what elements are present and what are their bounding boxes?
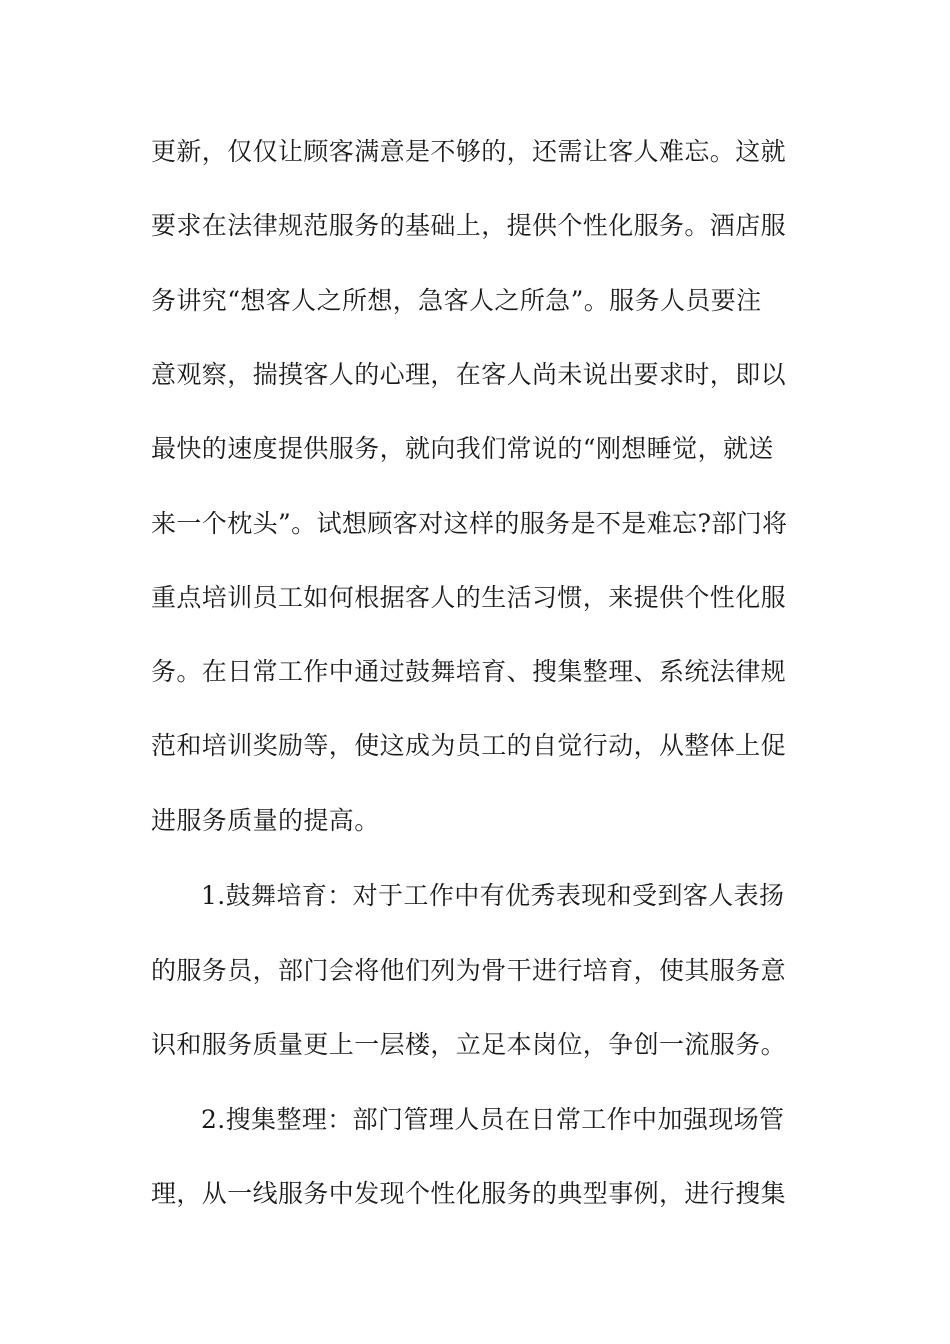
text-line: 识和服务质量更上一层楼，立足本岗位，争创一流服务。 (151, 1030, 787, 1059)
list-item-2-first-line: 2.搜集整理：部门管理人员在日常工作中加强现场管 (201, 1105, 785, 1134)
text-line: 理，从一线服务中发现个性化服务的典型事例，进行搜集 (151, 1179, 787, 1208)
text-line: 更新，仅仅让顾客满意是不够的，还需让客人难忘。这就 (151, 137, 787, 166)
text-line: 意观察，揣摸客人的心理，在客人尚未说出要求时，即以 (151, 360, 787, 389)
text-line: 的服务员，部门会将他们列为骨干进行培育，使其服务意 (151, 956, 787, 985)
text-line: 务讲究“想客人之所想，急客人之所急”。服务人员要注 (151, 286, 762, 315)
text-line: 最快的速度提供服务，就向我们常说的“刚想睡觉，就送 (151, 434, 774, 463)
text-line: 进服务质量的提高。 (151, 806, 380, 835)
text-line: 务。在日常工作中通过鼓舞培育、搜集整理、系统法律规 (151, 657, 787, 686)
list-item-1-first-line: 1.鼓舞培育：对于工作中有优秀表现和受到客人表扬 (201, 881, 785, 910)
text-line: 要求在法律规范服务的基础上，提供个性化服务。酒店服 (151, 211, 787, 240)
text-line: 来一个枕头”。试想顾客对这样的服务是不是难忘?部门将 (151, 509, 788, 538)
text-line: 重点培训员工如何根据客人的生活习惯，来提供个性化服 (151, 583, 787, 612)
text-line: 范和培训奖励等，使这成为员工的自觉行动，从整体上促 (151, 731, 787, 760)
